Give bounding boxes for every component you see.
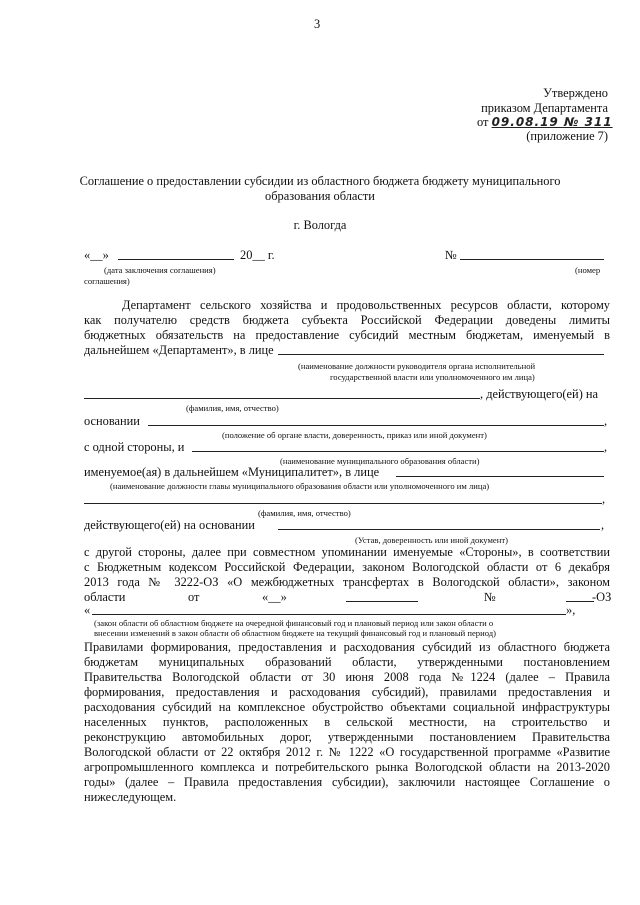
head-position-underline (278, 354, 604, 355)
p3-line4: формирования, предоставления и расходования субсидий), правилами предоставления и (84, 685, 610, 699)
hint-number: (номер (575, 265, 601, 275)
title-line1: Соглашение о предоставлении субсидии из областного бюджета бюджету муниципального (79, 174, 561, 188)
p3-line1: Правилами формирования, предоставления и расходования субсидий из областного бюджета (84, 640, 610, 654)
p2-line2: с Бюджетным кодексом Российской Федерации, законом Вологодской области от 6 декабря (84, 560, 610, 574)
one-side-label: с одной стороны, и (84, 440, 185, 454)
hint-fio-1: (фамилия, имя, отчество) (186, 403, 279, 413)
basis-underline (148, 425, 604, 426)
p1-line2: как получателю средств бюджета субъекта Российской Федерации доведены лимиты (84, 313, 610, 327)
basis-comma: , (604, 414, 608, 428)
named-mun-label: именуемое(ая) в дальнейшем «Муниципалитет», в лице (84, 465, 380, 479)
p2-line4-d: № (484, 590, 496, 604)
handwritten-order-date: 09.08.19 № 311 (491, 115, 613, 129)
number-sign: № (445, 248, 457, 262)
law-date-underline (346, 601, 418, 602)
p2-line4-e: -ОЗ (592, 590, 612, 604)
law-name-underline (92, 614, 566, 615)
mo-head-underline (396, 476, 604, 477)
basis-label: основании (84, 414, 140, 428)
approval-from-prefix: от (477, 115, 489, 129)
p2-line4-b: от (188, 590, 200, 604)
p3-line3: Правительства Вологодской области от 30 июня 2008 года №1224 (далее – Правила (84, 670, 610, 684)
p1-line1: Департамент сельского хозяйства и продовольственных ресурсов области, которому (122, 298, 610, 312)
p3-line7: реконструкцию автомобильных дорог, утвержденными постановлением Правительства (84, 730, 610, 744)
law-number-underline (566, 601, 594, 602)
hint-number-2: соглашения) (84, 276, 130, 286)
hint-mo: (наименование муниципального образования области) (280, 456, 480, 466)
approval-line2: приказом Департамента (481, 101, 608, 115)
acting-text: , действующего(ей) на (480, 387, 599, 401)
hint-head-1: (наименование должности руководителя органа исполнительной (298, 361, 536, 371)
hint-head-mo: (наименование должности главы муниципального образования области или уполномоченного им лица) (110, 481, 490, 491)
city: г. Вологда (293, 218, 347, 232)
p2-line1: с другой стороны, далее при совместном упоминании именуемые «Стороны», в соответствии (84, 545, 610, 559)
p3-line11: нижеследующем. (84, 790, 177, 804)
p3-line5: расходования субсидий на комплексное обустройство объектами социальной инфраструктуры (84, 700, 610, 714)
hint-charter: (Устав, доверенность или иной документ) (355, 535, 508, 545)
hint-date: (дата заключения соглашения) (104, 265, 216, 275)
approval-line4: (приложение 7) (526, 129, 608, 143)
hint-head-2: государственной власти или уполномоченного им лица) (330, 372, 535, 382)
hint-basis: (положение об органе власти, доверенность, приказ или иной документ) (222, 430, 487, 440)
p1-line3: бюджетных обязательств на предоставление субсидий местным бюджетам, именуемый в (84, 328, 610, 342)
acting2-label: действующего(ей) на основании (84, 518, 255, 532)
law-quote-close: », (566, 603, 576, 617)
title-line2: образования области (265, 189, 375, 203)
p2-line3: 2013 года № 3222-ОЗ «О межбюджетных трансфертах в Вологодской области», законом (84, 575, 610, 589)
p3-line6: населенных пунктов, расположенных в сельской местности, на строительство и (84, 715, 610, 729)
p3-line10: годы» (далее – Правила предоставления субсидии), заключили настоящее Соглашение о (84, 775, 610, 789)
law-quote-open: « (84, 603, 91, 617)
fio-underline-2 (84, 503, 602, 504)
approval-line1: Утверждено (543, 86, 608, 100)
p2-line4-c: «__» (262, 590, 287, 604)
p3-line9: агропромышленного комплекса и потребительского рынка Вологодской области на 2013-2020 (84, 760, 610, 774)
charter-comma: , (601, 518, 605, 532)
date-quote: «__» (84, 248, 109, 262)
p2-line4-a: области (84, 590, 126, 604)
hint-fio-2: (фамилия, имя, отчество) (258, 508, 351, 518)
approval-from (477, 115, 613, 130)
date-year: 20__ г. (240, 248, 275, 262)
hint-law-2: внесении изменений в закон области об областном бюджете на текущий финансовый год и плановый период) (94, 628, 496, 638)
mo-underline (192, 451, 604, 452)
fio2-comma: , (602, 492, 606, 506)
mo-comma: , (604, 440, 608, 454)
hint-law-1: (закон области об областном бюджете на очередной финансовый год и плановый период или закон области о (94, 618, 494, 628)
page-number: 3 (314, 17, 321, 31)
number-underline (460, 259, 604, 260)
fio-underline-1 (84, 398, 480, 399)
p1-line4: дальнейшем «Департамент», в лице (84, 343, 274, 357)
date-underline (118, 259, 234, 260)
charter-underline (278, 529, 600, 530)
p3-line2: бюджетам муниципальных образований области, утвержденными постановлением (84, 655, 610, 669)
p3-line8: Вологодской области от 22 октября 2012 г. № 1222 «О государственной программе «Развитие (84, 745, 610, 759)
